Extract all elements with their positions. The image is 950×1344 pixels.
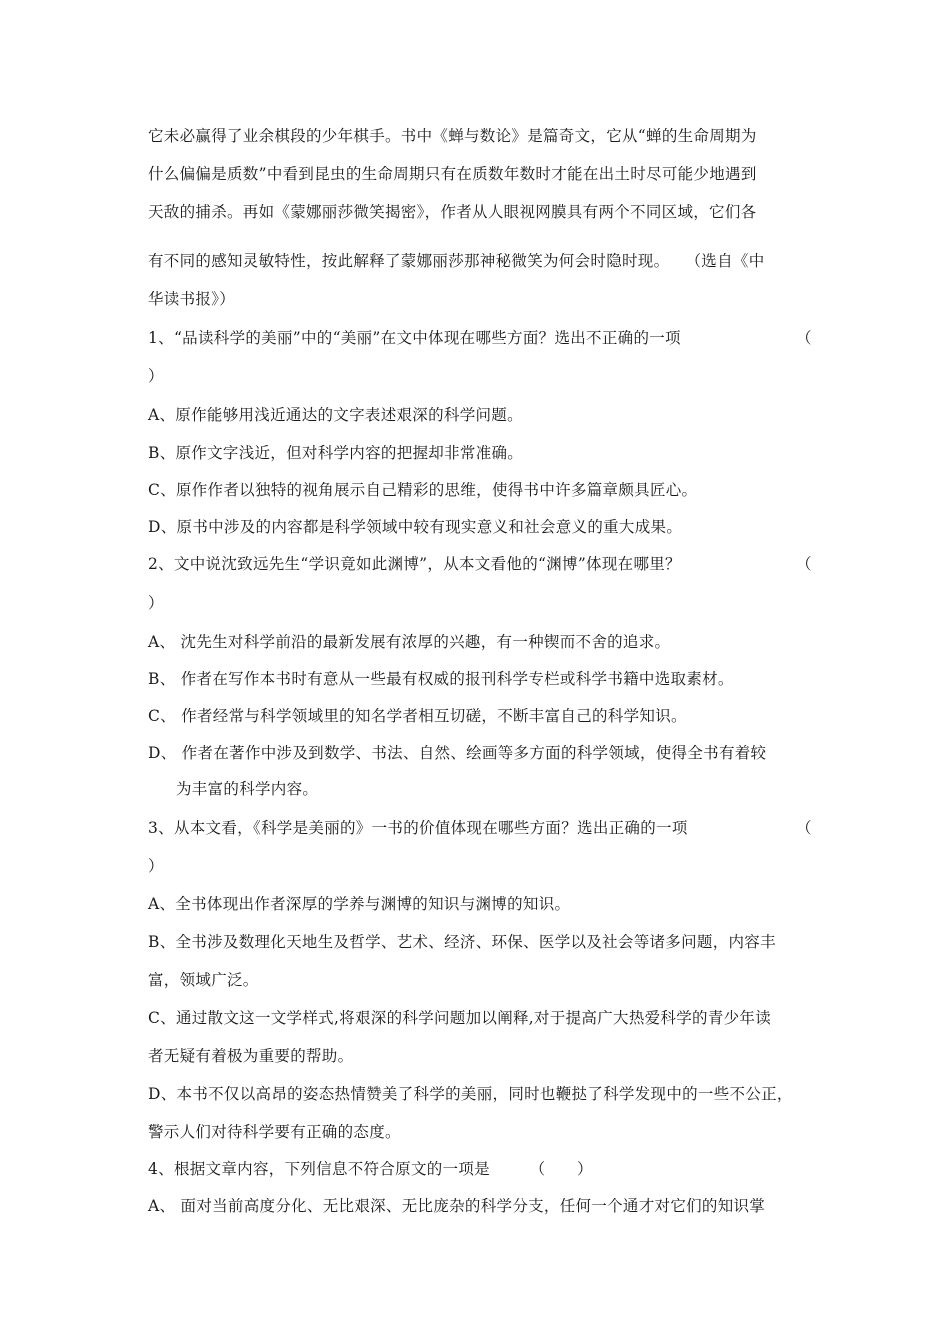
option-d-continued: 警示人们对待科学要有正确的态度。 bbox=[148, 1123, 401, 1141]
text-line: 华读书报》） bbox=[148, 290, 236, 308]
answer-paren-open: （ bbox=[796, 819, 812, 837]
option-b: B、全书涉及数理化天地生及哲学、艺术、经济、环保、医学以及社会等诸多问题，内容丰 bbox=[148, 933, 776, 951]
option-a: A、 沈先生对科学前沿的最新发展有浓厚的兴趣，有一种锲而不舍的追求。 bbox=[148, 633, 671, 651]
option-a: A、原作能够用浅近通达的文字表述艰深的科学问题。 bbox=[148, 406, 523, 424]
answer-paren-close: ） bbox=[148, 594, 164, 612]
text-line: 什么偏偏是质数”中看到昆虫的生命周期只有在质数年数时才能在出土时尽可能少地遇到 bbox=[148, 165, 757, 183]
answer-paren-open: （ bbox=[796, 329, 812, 347]
option-b: B、原作文字浅近，但对科学内容的把握却非常准确。 bbox=[148, 444, 524, 462]
question-4-stem: 4、根据文章内容，下列信息不符合原文的一项是 （ ） bbox=[148, 1160, 593, 1178]
option-a: A、 面对当前高度分化、无比艰深、无比庞杂的科学分支，任何一个通才对它们的知识掌 bbox=[148, 1197, 766, 1215]
option-d: D、 作者在著作中涉及到数学、书法、自然、绘画等多方面的科学领域，使得全书有着较 bbox=[148, 744, 767, 762]
option-a: A、全书体现出作者深厚的学养与渊博的知识与渊博的知识。 bbox=[148, 895, 571, 913]
question-1-stem: 1、“品读科学的美丽”中的“美丽”在文中体现在哪些方面？选出不正确的一项 bbox=[148, 329, 681, 347]
question-3-stem: 3、从本文看，《科学是美丽的》一书的价值体现在哪些方面？选出正确的一项 bbox=[148, 819, 688, 837]
question-2-stem: 2、文中说沈致远先生“学识竟如此渊博”，从本文看他的“渊博”体现在哪里？ bbox=[148, 555, 681, 573]
option-b: B、 作者在写作本书时有意从一些最有权威的报刊科学专栏或科学书籍中选取素材。 bbox=[148, 670, 734, 688]
option-d: D、原书中涉及的内容都是科学领域中较有现实意义和社会意义的重大成果。 bbox=[148, 518, 683, 536]
answer-paren-close: ） bbox=[148, 857, 164, 875]
option-b-continued: 富，领域广泛。 bbox=[148, 971, 259, 989]
text-line: 它未必赢得了业余棋段的少年棋手。书中《蝉与数论》是篇奇文，它从“蝉的生命周期为 bbox=[148, 127, 757, 145]
text-line: 有不同的感知灵敏特性，按此解释了蒙娜丽莎那神秘微笑为何会时隐时现。 （选自《中 bbox=[148, 252, 765, 270]
option-c-continued: 者无疑有着极为重要的帮助。 bbox=[148, 1047, 354, 1065]
text-line: 天敌的捕杀。再如《蒙娜丽莎微笑揭密》，作者从人眼视网膜具有两个不同区域，它们各 bbox=[148, 203, 757, 221]
option-c: C、 作者经常与科学领域里的知名学者相互切磋，不断丰富自己的科学知识。 bbox=[148, 707, 687, 725]
option-c: C、通过散文这一文学样式,将艰深的科学问题加以阐释,对于提高广大热爱科学的青少年读 bbox=[148, 1009, 772, 1027]
option-c: C、原作作者以独特的视角展示自己精彩的思维，使得书中许多篇章颇具匠心。 bbox=[148, 481, 698, 499]
answer-paren-open: （ bbox=[796, 555, 812, 573]
option-d: D、本书不仅以高昂的姿态热情赞美了科学的美丽，同时也鞭挞了科学发现中的一些不公正， bbox=[148, 1085, 793, 1103]
answer-paren-close: ） bbox=[148, 367, 164, 385]
option-d-continued: 为丰富的科学内容。 bbox=[176, 780, 319, 798]
